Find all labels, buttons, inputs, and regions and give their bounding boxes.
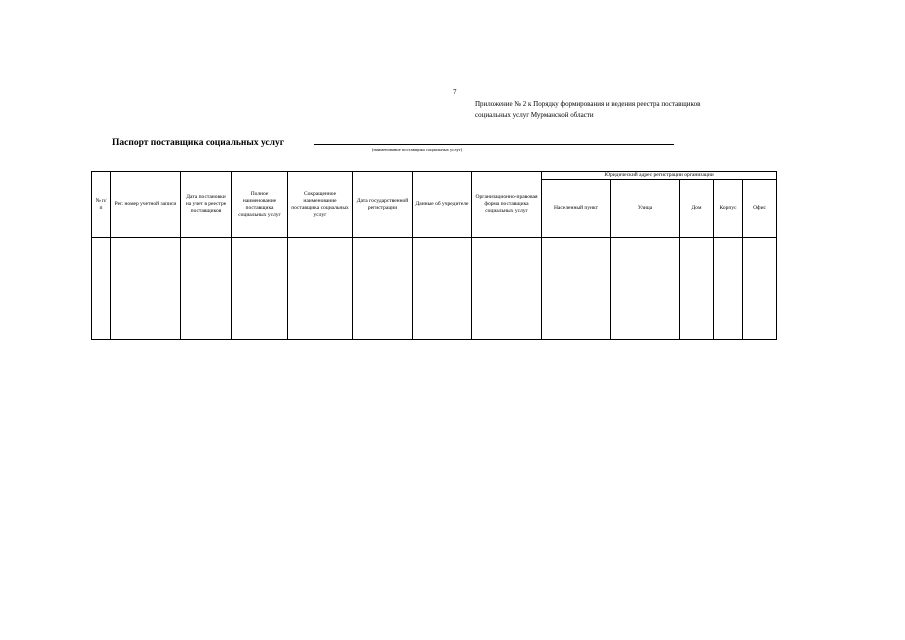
cell-legal-form[interactable] (472, 238, 542, 340)
header-legal-address-group: Юридический адрес регистрации организации (542, 172, 777, 180)
table-row (92, 238, 777, 340)
header-locality: Населенный пункт (542, 180, 611, 238)
header-registry-date: Дата постановки на учет в реестре поставщиков (181, 172, 232, 238)
cell-house[interactable] (680, 238, 714, 340)
cell-building[interactable] (714, 238, 743, 340)
header-house: Дом (680, 180, 714, 238)
header-num: № п/п (92, 172, 111, 238)
cell-founder[interactable] (413, 238, 472, 340)
cell-locality[interactable] (542, 238, 611, 340)
header-founder: Данные об учредителе (413, 172, 472, 238)
header-state-reg-date: Дата государственной регистрации (353, 172, 413, 238)
cell-short-name[interactable] (288, 238, 353, 340)
header-legal-form: Организационно-правовая форма поставщика социальных услуг (472, 172, 542, 238)
title-hint: (наименование поставщика социальных услуг) (372, 147, 463, 152)
header-reg-number: Рег. номер учетной записи (111, 172, 181, 238)
cell-full-name[interactable] (232, 238, 288, 340)
header-building: Корпус (714, 180, 743, 238)
cell-num[interactable] (92, 238, 111, 340)
title-row (112, 132, 674, 146)
cell-reg-number[interactable] (111, 238, 181, 340)
cell-registry-date[interactable] (181, 238, 232, 340)
cell-street[interactable] (611, 238, 680, 340)
header-street: Улица (611, 180, 680, 238)
cell-state-reg-date[interactable] (353, 238, 413, 340)
passport-table (91, 171, 777, 340)
header-short-name: Сокращенное наименование поставщика социальных услуг (288, 172, 353, 238)
document-title: Паспорт поставщика социальных услуг (112, 138, 285, 148)
header-office: Офис (743, 180, 777, 238)
annex-line-1: Приложение № 2 к Порядку формирования и ведения реестра поставщиков (475, 100, 701, 108)
annex-line-2: социальных услуг Мурманской области (475, 111, 594, 119)
cell-office[interactable] (743, 238, 777, 340)
page-number: 7 (453, 88, 457, 96)
title-fill-line (314, 144, 674, 145)
annex-reference (475, 99, 775, 121)
header-full-name: Полное наименование поставщика социальных услуг (232, 172, 288, 238)
